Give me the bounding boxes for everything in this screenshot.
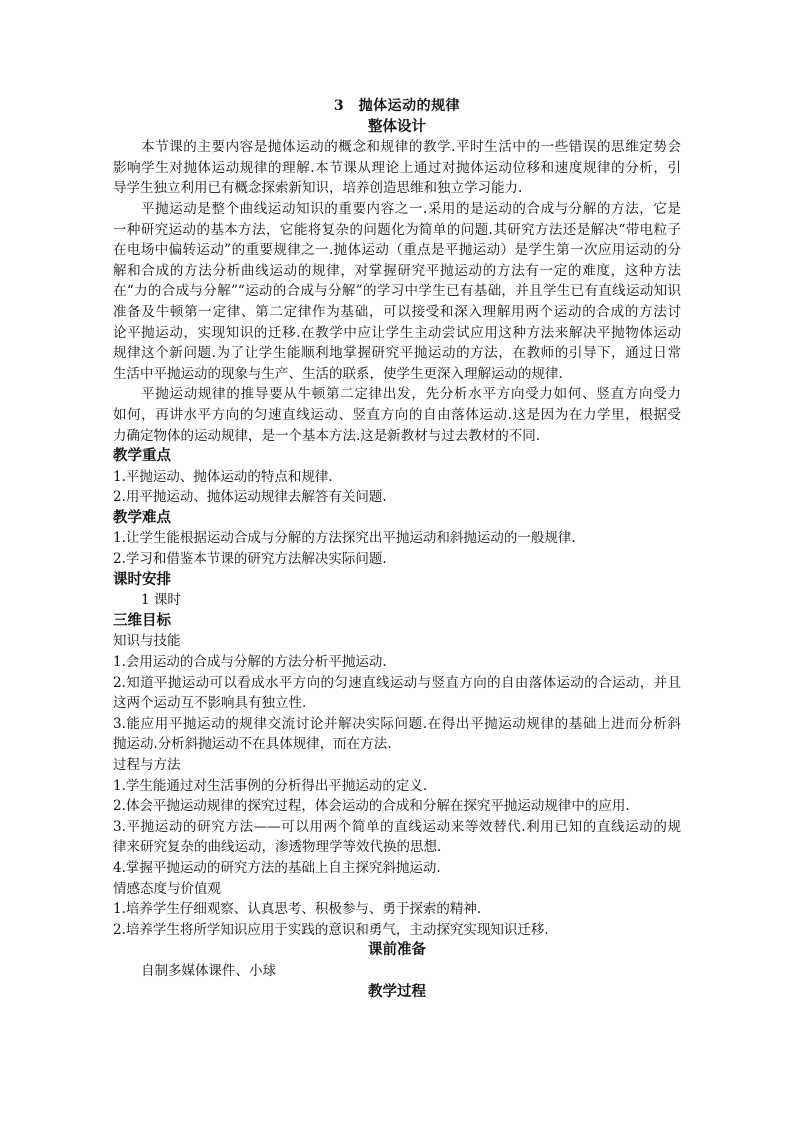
subheading-process: 过程与方法: [113, 757, 181, 773]
objective-line: 这两个运动互不影响具有独立性.: [113, 695, 307, 712]
objective-line: 2.知道平抛运动可以看成水平方向的匀速直线运动与竖直方向的自由落体运动的合运动，并且: [113, 674, 681, 691]
objective-line: 2.培养学生将所学知识应用于实践的意识和勇气，主动探究实现知识迁移.: [113, 921, 549, 938]
intro-paragraph-1: [113, 137, 681, 199]
objective-line: 3.平抛运动的研究方法——可以用两个简单的直线运动来等效替代.利用已知的直线运动的规: [113, 818, 681, 835]
paragraph-line: 如何，再讲水平方向的匀速直线运动、竖直方向的自由落体运动.这是因为在力学里，根据受: [113, 406, 681, 423]
objective-line: 3.能应用平抛运动的规律交流讨论并解决实际问题.在得出平抛运动规律的基础上进而分析斜: [113, 715, 681, 732]
objective-line: 2.体会平抛运动规律的探究过程，体会运动的合成和分解在探究平抛运动规律中的应用.: [113, 798, 630, 815]
paragraph-line: 导学生独立利用已有概念探索新知识，培养创造思维和独立学习能力.: [113, 180, 523, 197]
section-heading-objectives: 三维目标: [113, 611, 171, 629]
intro-paragraph-2: [113, 199, 681, 384]
objective-line: 4.掌握平抛运动的研究方法的基础上自主探究斜抛运动.: [113, 859, 441, 876]
subheading-emotion: 情感态度与价值观: [113, 880, 221, 897]
lesson-title: 3 抛体运动的规律: [333, 98, 461, 114]
difficulty-item: 1.让学生能根据运动合成与分解的方法探究出平抛运动和斜抛运动的一般规律.: [113, 530, 576, 547]
section-heading-focus: 教学重点: [113, 447, 171, 465]
paragraph-line: 在电场中偏转运动”的重要规律之一.抛体运动（重点是平抛运动）是学生第一次应用运动的分: [113, 242, 681, 259]
paragraph-line: 一种研究运动的基本方法，它能将复杂的问题化为简单的问题.其研究方法还是解决“带电粒子: [113, 221, 681, 238]
objective-line: 律来研究复杂的曲线运动，渗透物理学等效代换的思想.: [113, 839, 442, 856]
schedule-value: 1 课时: [141, 592, 181, 609]
objective-line: 1.培养学生仔细观察、认真思考、积极参与、勇于探索的精神.: [113, 901, 482, 918]
section-heading-preparation: 课前准备: [368, 941, 426, 959]
document-page: [113, 96, 681, 1002]
subheading-knowledge: 知识与技能: [113, 633, 181, 650]
paragraph-line: 平抛运动是整个曲线运动知识的重要内容之一.采用的是运动的合成与分解的方法，它是: [141, 200, 681, 217]
paragraph-line: 生活中平抛运动的现象与生产、生活的联系，使学生更深入理解运动的规律.: [113, 365, 563, 382]
paragraph-line: 论平抛运动，实现知识的迁移.在教学中应让学生主动尝试应用这种方法来解决平抛物体运动: [113, 324, 681, 341]
paragraph-line: 解和合成的方法分析曲线运动的规律，对掌握研究平抛运动的方法有一定的难度，这种方法: [113, 262, 681, 279]
paragraph-line: 规律这个新问题.为了让学生能顺利地掌握研究平抛运动的方法，在教师的引导下，通过日常: [113, 345, 681, 362]
section-heading-schedule: 课时安排: [113, 570, 171, 588]
section-heading-overall-design: 整体设计: [368, 117, 426, 135]
intro-paragraph-3: [113, 384, 681, 446]
difficulty-item: 2.学习和借鉴本节课的研究方法解决实际问题.: [113, 551, 387, 568]
objective-line: 1.学生能通过对生活事例的分析得出平抛运动的定义.: [113, 777, 428, 794]
paragraph-line: 在“力的合成与分解”“运动的合成与分解”的学习中学生已有基础，并且学生已有直线运动知识: [113, 283, 681, 300]
focus-item: 2.用平抛运动、抛体运动规律去解答有关问题.: [113, 489, 387, 506]
objective-line: 抛运动.分析斜抛运动不在具体规律，而在方法.: [113, 736, 392, 753]
paragraph-line: 影响学生对抛体运动规律的理解.本节课从理论上通过对抛体运动位移和速度规律的分析，引: [113, 159, 681, 176]
section-heading-process: 教学过程: [368, 982, 426, 1000]
paragraph-line: 平抛运动规律的推导要从牛顿第二定律出发，先分析水平方向受力如何、竖直方向受力: [141, 386, 681, 403]
focus-item: 1.平抛运动、抛体运动的特点和规律.: [113, 468, 333, 485]
objective-line: 1.会用运动的合成与分解的方法分析平抛运动.: [113, 654, 387, 671]
paragraph-line: 准备及牛顿第一定律、第二定律作为基础，可以接受和深入理解用两个运动的合成的方法讨: [113, 303, 681, 320]
paragraph-line: 本节课的主要内容是抛体运动的概念和规律的教学.平时生活中的一些错误的思维定势会: [141, 139, 681, 156]
paragraph-line: 力确定物体的运动规律，是一个基本方法.这是新教材与过去教材的不同.: [113, 427, 541, 444]
preparation-value: 自制多媒体课件、小球: [141, 962, 276, 979]
section-heading-difficulty: 教学难点: [113, 508, 171, 526]
